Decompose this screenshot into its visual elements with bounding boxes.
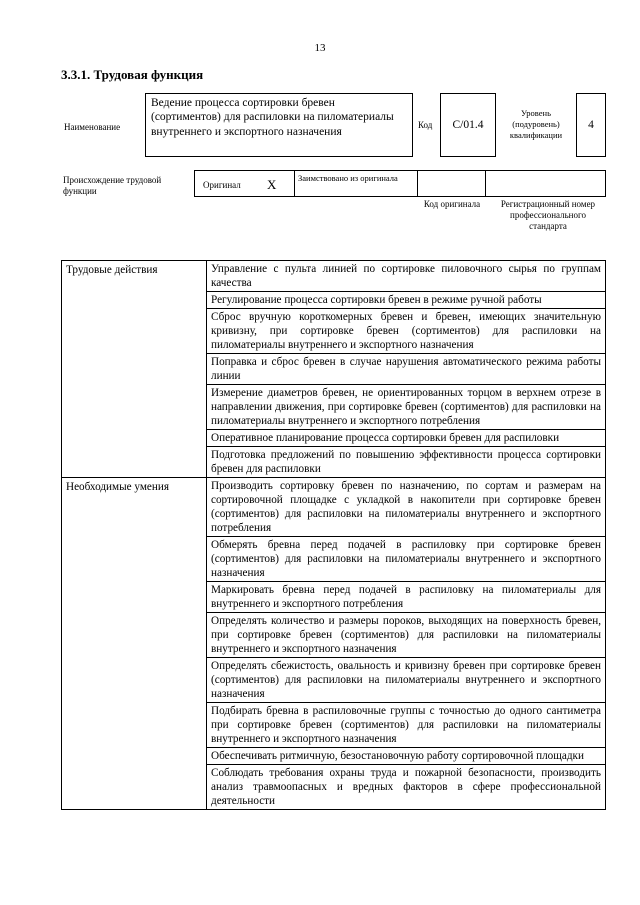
origin-reg-cell: [486, 171, 605, 196]
code-label: Код: [418, 120, 433, 130]
borrowed-label: Заимствовано из оригинала: [298, 173, 398, 183]
functions-table: [61, 260, 606, 810]
table-item: Поправка и сброс бревен в случае нарушения автоматического режима работы линии: [207, 354, 606, 385]
origin-original-cell: [195, 171, 295, 196]
table-row: [62, 478, 606, 537]
reg-caption: Регистрационный номер профессионального стандарта: [500, 199, 596, 231]
origin-code-cell: [418, 171, 486, 196]
table-item: Обмерять бревна перед подачей в распиловку при сортировке бревен (сортиментов) для распиловки на пиломатериалы внутреннего и экспортного назначения: [207, 537, 606, 582]
table-item: Маркировать бревна перед подачей в распиловку на пиломатериалы для внутреннего и экспортного потребления: [207, 582, 606, 613]
table-item: Регулирование процесса сортировки бревен в режиме ручной работы: [207, 292, 606, 309]
table-item: Управление с пульта линией по сортировке пиловочного сырья по группам качества: [207, 261, 606, 292]
level-label: Уровень (подуровень) квалификации: [509, 108, 563, 140]
section-title: 3.3.1. Трудовая функция: [61, 67, 204, 82]
section-label: Трудовые действия: [62, 261, 207, 478]
table-item: Соблюдать требования охраны труда и пожарной безопасности, производить анализ травмоопасных и вредных факторов в сфере профессиональной деятельности: [207, 765, 606, 810]
level-value: 4: [576, 93, 606, 157]
table-item: Подготовка предложений по повышению эффективности процесса сортировки бревен для распиловки: [207, 447, 606, 478]
function-name: Ведение процесса сортировки бревен (сортиментов) для распиловки на пиломатериалы внутреннего и экспортного назначения: [145, 93, 413, 157]
origin-row: [194, 170, 606, 197]
table-item: Сброс вручную короткомерных бревен и бревен, имеющих значительную кривизну, при сортировке бревен (сортиментов) для распиловки на пиломатериалы внутреннего и экспортного назначения: [207, 309, 606, 354]
table-item: Производить сортировку бревен по назначению, по сортам и размерам на сортировочной площадке с укладкой в накопители при сортировке бревен (сортиментов) для распиловки на пиломатериалы внутреннего и экспортного потребления: [207, 478, 606, 537]
table-item: Измерение диаметров бревен, не ориентированных торцом в верхнем отрезе в направлении движения, при сортировке бревен (сортиментов) для распиловки на пиломатериалы внутреннего и экспортного потребления: [207, 385, 606, 430]
page-number: 13: [314, 42, 326, 54]
table-item: Подбирать бревна в распиловочные группы с точностью до одного сантиметра при сортировке бревен (сортиментов) для распиловки на пиломатериалы внутреннего и экспортного назначения: [207, 703, 606, 748]
table-row: [62, 261, 606, 292]
section-label: Необходимые умения: [62, 478, 207, 810]
table-item: Обеспечивать ритмичную, безостановочную работу сортировочной площадки: [207, 748, 606, 765]
original-mark: X: [267, 177, 277, 192]
original-label: Оригинал: [203, 180, 241, 190]
table-item: Определять количество и размеры пороков, выходящих на поверхность бревен, при сортировке бревен (сортиментов) для распиловки на пиломатериалы внутреннего и экспортного назначения: [207, 613, 606, 658]
name-label: Наименование: [64, 122, 121, 132]
code-value: С/01.4: [440, 93, 496, 157]
origin-label: Происхождение трудовой функции: [63, 175, 162, 196]
table-item: Оперативное планирование процесса сортировки бревен для распиловки: [207, 430, 606, 447]
code-caption: Код оригинала: [423, 199, 481, 209]
table-item: Определять сбежистость, овальность и кривизну бревен при сортировке бревен (сортиментов) для распиловки на пиломатериалы внутреннего и экспортного назначения: [207, 658, 606, 703]
origin-borrowed-cell: [295, 171, 418, 196]
